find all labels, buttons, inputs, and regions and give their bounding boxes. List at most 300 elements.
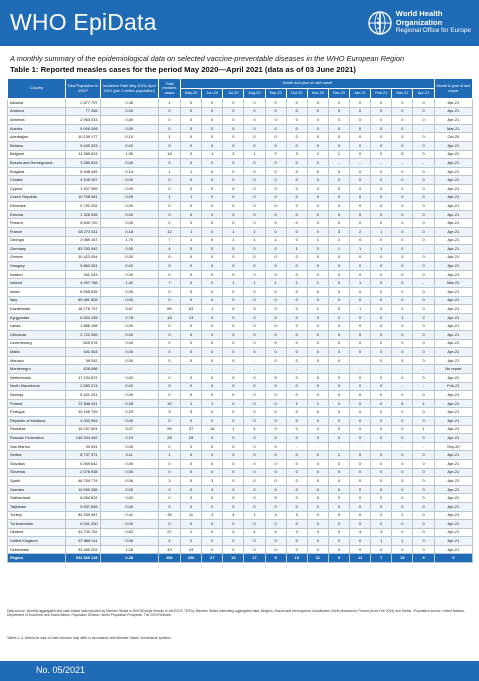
cell-population: 6 948 445	[66, 167, 100, 176]
cell-country: Slovenia	[8, 468, 66, 477]
cell-month-count: 0	[202, 537, 223, 546]
cell-total: 0	[158, 184, 180, 193]
cell-month-count: 0	[265, 331, 286, 340]
cell-total: 0	[158, 107, 180, 116]
cell-month-count: -	[328, 365, 349, 374]
cell-month-count: 0	[286, 313, 307, 322]
cell-month-count: 0	[202, 202, 223, 211]
cell-month-count: 0	[350, 408, 371, 417]
cell-month-count: 0	[265, 459, 286, 468]
table-row	[8, 382, 473, 391]
cell-population: 5 459 642	[66, 459, 100, 468]
cell-country: Israel	[8, 288, 66, 297]
cell-month-count: 0	[244, 253, 265, 262]
cell-month-count: 0	[392, 133, 413, 142]
cell-month-count: 0	[286, 202, 307, 211]
cell-month-count: 1	[244, 236, 265, 245]
cell-month-count: 2	[392, 511, 413, 520]
cell-month-count: 0	[265, 451, 286, 460]
cell-incidence: 0.00	[100, 270, 158, 279]
cell-month-count: 3	[181, 408, 202, 417]
cell-month-count: 0	[181, 331, 202, 340]
cell-month-count: 0	[286, 305, 307, 314]
cell-month-count: 0	[371, 339, 392, 348]
cell-month-count: 0	[202, 356, 223, 365]
table-row	[8, 236, 473, 245]
cell-month-count: 0	[244, 219, 265, 228]
cell-month-count: -	[350, 442, 371, 451]
cell-month-count: 0	[307, 219, 328, 228]
cell-month-count: 0	[202, 468, 223, 477]
cell-month-count: 0	[350, 477, 371, 486]
cell-population: 341 243	[66, 270, 100, 279]
cell-total: 4	[158, 537, 180, 546]
cell-month-count: 0	[223, 459, 244, 468]
cell-month-count: 0	[350, 348, 371, 357]
cell-month-count: -	[392, 159, 413, 168]
cell-population: 11 589 623	[66, 150, 100, 159]
cell-month-count: 0	[371, 116, 392, 125]
cell-month-count: 0	[371, 502, 392, 511]
cell-total: 0	[158, 331, 180, 340]
cell-country: Turkey	[8, 511, 66, 520]
cell-month-count: 0	[413, 99, 434, 108]
cell-total: 0	[158, 270, 180, 279]
cell-country: Georgia	[8, 236, 66, 245]
cell-month-count: 0	[413, 227, 434, 236]
cell-total: 0	[158, 288, 180, 297]
cell-country: Poland	[8, 399, 66, 408]
cell-month-count: 0	[265, 184, 286, 193]
cell-month-count: 0	[413, 459, 434, 468]
cell-last-report: Apr-21	[434, 511, 472, 520]
cell-month-count: 0	[371, 313, 392, 322]
cell-incidence: 0.00	[100, 416, 158, 425]
cell-month-count: 16	[202, 425, 223, 434]
cell-month-count: 0	[286, 477, 307, 486]
cell-month-count: 0	[181, 124, 202, 133]
cell-month-count: 0	[244, 537, 265, 546]
cell-month-count: 0	[286, 348, 307, 357]
cell-month-count: 0	[223, 339, 244, 348]
cell-country: Serbia	[8, 451, 66, 460]
cell-population: 145 934 462	[66, 434, 100, 443]
cell-month-count: 0	[392, 253, 413, 262]
cell-month-count: 0	[307, 167, 328, 176]
cell-month-count: 0	[181, 520, 202, 529]
cell-month-count: 0	[223, 133, 244, 142]
cell-month-count: 0	[286, 502, 307, 511]
cell-month-count: 0	[181, 288, 202, 297]
cell-month-count: 0	[371, 356, 392, 365]
cell-month-count: 0	[181, 150, 202, 159]
cell-incidence: 1.55	[100, 150, 158, 159]
cell-last-report: Apr-21	[434, 348, 472, 357]
cell-incidence: 0.00	[100, 459, 158, 468]
table-row	[8, 365, 473, 374]
table-row	[8, 434, 473, 443]
cell-month-count: 0	[307, 520, 328, 529]
table-row	[8, 202, 473, 211]
cell-month-count: 0	[244, 262, 265, 271]
cell-total: 0	[158, 520, 180, 529]
cell-month-count: 206	[181, 554, 202, 563]
cell-total: 0	[158, 210, 180, 219]
cell-month-count: 0	[307, 296, 328, 305]
cell-month-count: 0	[392, 494, 413, 503]
cell-month-count: 0	[350, 425, 371, 434]
cell-month-count: 0	[244, 382, 265, 391]
cell-month-count: 0	[202, 459, 223, 468]
cell-month-count: 0	[181, 210, 202, 219]
table-row	[8, 425, 473, 434]
cell-month-count: 0	[350, 116, 371, 125]
cell-month-count: 0	[202, 133, 223, 142]
cell-total: 35	[158, 511, 180, 520]
cell-last-report: Apr-21	[434, 236, 472, 245]
cell-month-count: 0	[223, 141, 244, 150]
cell-population: 9 660 351	[66, 262, 100, 271]
cell-month-count: 0	[328, 219, 349, 228]
cell-last-report: Apr-21	[434, 425, 472, 434]
cell-month-count: 0	[392, 408, 413, 417]
table-row	[8, 322, 473, 331]
cell-month-count: 0	[350, 193, 371, 202]
cell-month-count: 0	[413, 210, 434, 219]
table-row	[8, 141, 473, 150]
cell-population: 1 207 359	[66, 184, 100, 193]
cell-incidence: 0.41	[100, 511, 158, 520]
cell-month-count: 0	[307, 374, 328, 383]
cell-month-count: 0	[371, 485, 392, 494]
col-month: Sep-20	[265, 89, 286, 99]
cell-month-count: 0	[413, 545, 434, 554]
col-country: Country	[8, 79, 66, 99]
cell-month-count: 0	[181, 339, 202, 348]
cell-month-count: 0	[181, 451, 202, 460]
cell-month-count: 0	[350, 339, 371, 348]
cell-country: Germany	[8, 245, 66, 254]
cell-month-count: 0	[181, 159, 202, 168]
cell-month-count: 5	[328, 511, 349, 520]
cell-last-report: Apr-21	[434, 107, 472, 116]
cell-month-count: 0	[328, 184, 349, 193]
cell-month-count: 0	[265, 374, 286, 383]
cell-incidence: 0.00	[100, 210, 158, 219]
cell-last-report: Apr-21	[434, 502, 472, 511]
cell-month-count: 5	[392, 150, 413, 159]
table-row	[8, 502, 473, 511]
cell-month-count: 0	[328, 339, 349, 348]
cell-population: 8 654 622	[66, 494, 100, 503]
cell-month-count: 0	[413, 107, 434, 116]
cell-population: 10 423 054	[66, 253, 100, 262]
cell-month-count: 2	[202, 528, 223, 537]
cell-country: Austria	[8, 124, 66, 133]
cell-month-count: 0	[202, 416, 223, 425]
cell-month-count: 0	[265, 416, 286, 425]
cell-month-count: 0	[181, 502, 202, 511]
cell-population: 9 449 323	[66, 141, 100, 150]
cell-month-count: 0	[413, 288, 434, 297]
cell-month-count: 4	[244, 425, 265, 434]
cell-month-count: 0	[244, 485, 265, 494]
cell-month-count: 0	[223, 305, 244, 314]
cell-month-count: 0	[244, 202, 265, 211]
cell-month-count: 0	[181, 245, 202, 254]
cell-month-count: 0	[244, 494, 265, 503]
cell-month-count: 0	[202, 451, 223, 460]
cell-month-count: 0	[413, 485, 434, 494]
cell-month-count: 0	[307, 184, 328, 193]
cell-month-count: 0	[392, 545, 413, 554]
cell-month-count: 0	[244, 459, 265, 468]
cell-month-count: 0	[286, 374, 307, 383]
cell-month-count: 0	[328, 288, 349, 297]
cell-month-count: 1	[202, 305, 223, 314]
footer-bar	[0, 661, 479, 681]
cell-month-count: 0	[413, 468, 434, 477]
cell-month-count: 0	[244, 477, 265, 486]
cell-incidence: 0.00	[100, 184, 158, 193]
cell-country: Lithuania	[8, 331, 66, 340]
cell-last-report: Apr-21	[434, 322, 472, 331]
table-row	[8, 219, 473, 228]
cell-month-count: 0	[181, 459, 202, 468]
cell-month-count: 0	[328, 416, 349, 425]
cell-last-report: Apr-21	[434, 159, 472, 168]
who-logo	[367, 6, 471, 40]
cell-last-report: Apr-21	[434, 202, 472, 211]
cell-month-count: 1	[371, 537, 392, 546]
cell-month-count: 0	[202, 107, 223, 116]
cell-month-count: 0	[202, 339, 223, 348]
cell-incidence: 0.11	[100, 451, 158, 460]
cell-month-count: 0	[265, 494, 286, 503]
cell-month-count: 0	[371, 391, 392, 400]
cell-month-count: 0	[307, 116, 328, 125]
cell-month-count: 0	[286, 227, 307, 236]
table-title: Table 1: Reported measles cases for the period May 2020—April 2021 (data as of 03 June 2021)	[10, 65, 356, 74]
cell-month-count: 0	[202, 116, 223, 125]
cell-month-count: 0	[181, 494, 202, 503]
cell-incidence: 0.38	[100, 554, 158, 563]
cell-month-count: 0	[392, 451, 413, 460]
cell-month-count: 0	[328, 322, 349, 331]
cell-month-count: 1	[223, 227, 244, 236]
cell-month-count: 0	[244, 322, 265, 331]
cell-country: Luxembourg	[8, 339, 66, 348]
cell-month-count: 0	[286, 236, 307, 245]
cell-month-count: 0	[286, 141, 307, 150]
cell-incidence: 0.00	[100, 331, 158, 340]
cell-total: 28	[158, 434, 180, 443]
cell-month-count: 0	[328, 374, 349, 383]
cell-month-count: 1	[181, 227, 202, 236]
cell-last-report: Apr-21	[434, 296, 472, 305]
cell-month-count: 0	[392, 279, 413, 288]
cell-month-count: 1	[244, 279, 265, 288]
cell-month-count: 0	[413, 451, 434, 460]
cell-month-count: 0	[265, 485, 286, 494]
cell-month-count: 0	[181, 107, 202, 116]
cell-month-count: 0	[244, 408, 265, 417]
table-row	[8, 279, 473, 288]
cell-month-count: 0	[350, 236, 371, 245]
table-row	[8, 339, 473, 348]
cell-month-count: 0	[413, 133, 434, 142]
table-row	[8, 270, 473, 279]
cell-month-count: 2	[223, 528, 244, 537]
cell-month-count: 0	[265, 322, 286, 331]
cell-month-count: 0	[413, 322, 434, 331]
cell-month-count: 0	[307, 99, 328, 108]
cell-month-count: 4	[350, 528, 371, 537]
cell-month-count: 9	[265, 554, 286, 563]
cell-month-count: 0	[202, 408, 223, 417]
cell-total: 0	[158, 141, 180, 150]
cell-month-count: 0	[307, 227, 328, 236]
cell-month-count: 0	[328, 133, 349, 142]
cell-month-count: -	[413, 279, 434, 288]
table-row	[8, 494, 473, 503]
cell-population: 8 655 535	[66, 288, 100, 297]
cell-last-report: Apr-21	[434, 528, 472, 537]
cell-month-count: 0	[265, 382, 286, 391]
cell-month-count: 0	[223, 245, 244, 254]
cell-country: Portugal	[8, 408, 66, 417]
cell-month-count: 1	[392, 537, 413, 546]
cell-last-report: Apr-21	[434, 116, 472, 125]
cell-population: 39 242	[66, 356, 100, 365]
cell-month-count: 0	[265, 399, 286, 408]
cell-last-report: Apr-21	[434, 545, 472, 554]
cell-month-count: 0	[181, 116, 202, 125]
cell-month-count: -	[413, 245, 434, 254]
cell-population: 2 078 938	[66, 468, 100, 477]
logo-line-3: Regional Office for Europe	[395, 27, 471, 35]
col-month: Dec-20	[328, 89, 349, 99]
cell-month-count: 0	[350, 459, 371, 468]
cell-month-count: 0	[350, 322, 371, 331]
cell-last-report: Apr-21	[434, 210, 472, 219]
cell-population: 46 754 778	[66, 477, 100, 486]
cell-last-report: Apr-21	[434, 184, 472, 193]
cell-month-count: 0	[244, 99, 265, 108]
cell-month-count: 0	[350, 99, 371, 108]
cell-month-count: 0	[307, 502, 328, 511]
cell-month-count: 0	[413, 116, 434, 125]
cell-month-count: 0	[350, 202, 371, 211]
cell-month-count: 3	[286, 150, 307, 159]
cell-month-count: 0	[244, 193, 265, 202]
cell-month-count: 0	[350, 133, 371, 142]
cell-population: 17 134 872	[66, 374, 100, 383]
col-month: Jan-21	[350, 89, 371, 99]
cell-last-report: Apr-21	[434, 167, 472, 176]
cell-last-report: Apr-21	[434, 331, 472, 340]
cell-month-count: 0	[181, 348, 202, 357]
cell-month-count: 0	[202, 270, 223, 279]
cell-month-count: 0	[307, 313, 328, 322]
cell-month-count: 0	[413, 331, 434, 340]
cell-month-count: 0	[392, 425, 413, 434]
cell-month-count: 0	[307, 545, 328, 554]
cell-month-count: 0	[286, 107, 307, 116]
cell-incidence: 0.00	[100, 391, 158, 400]
cell-month-count: 0	[202, 288, 223, 297]
cell-incidence: 0.00	[100, 485, 158, 494]
cell-month-count: 0	[328, 502, 349, 511]
cell-month-count: 0	[265, 425, 286, 434]
table-row	[8, 313, 473, 322]
cell-month-count: 0	[202, 210, 223, 219]
cell-month-count: 15	[286, 554, 307, 563]
cell-country: Denmark	[8, 202, 66, 211]
cell-month-count: -	[181, 365, 202, 374]
cell-incidence: 0.62	[100, 528, 158, 537]
cell-population: 441 543	[66, 348, 100, 357]
cell-total: 0	[158, 494, 180, 503]
cell-month-count: 0	[244, 296, 265, 305]
cell-population: 10 708 981	[66, 193, 100, 202]
cell-total: 7	[158, 236, 180, 245]
header-bar	[0, 0, 479, 46]
cell-month-count: 0	[223, 253, 244, 262]
cell-month-count: 0	[202, 374, 223, 383]
cell-month-count: 0	[307, 339, 328, 348]
cell-last-report: Apr-21	[434, 150, 472, 159]
cell-month-count: 7	[371, 554, 392, 563]
cell-total: 0	[158, 485, 180, 494]
cell-month-count: 0	[328, 270, 349, 279]
cell-month-count: 0	[244, 434, 265, 443]
cell-month-count: -	[350, 159, 371, 168]
cell-month-count: 0	[307, 193, 328, 202]
cell-month-count: 0	[265, 210, 286, 219]
cell-month-count: 0	[244, 124, 265, 133]
cell-population: 4 937 786	[66, 279, 100, 288]
cell-month-count: 1	[181, 167, 202, 176]
cell-month-count: 0	[223, 434, 244, 443]
logo-text	[396, 10, 471, 36]
cell-last-report: Apr-21	[434, 485, 472, 494]
cell-month-count: 0	[265, 339, 286, 348]
cell-month-count: 0	[265, 245, 286, 254]
cell-last-report: Apr-21	[434, 219, 472, 228]
cell-month-count: 0	[265, 133, 286, 142]
cell-month-count: 0	[350, 124, 371, 133]
cell-month-count: 0	[371, 296, 392, 305]
cell-month-count: 0	[371, 459, 392, 468]
cell-total: 10	[158, 399, 180, 408]
cell-month-count: 63	[181, 305, 202, 314]
cell-month-count: 0	[328, 262, 349, 271]
brand-title: WHO EpiData	[10, 9, 157, 35]
cell-month-count: 27	[202, 554, 223, 563]
cell-month-count: 2	[181, 537, 202, 546]
cell-month-count: 0	[265, 227, 286, 236]
cell-month-count: 0	[307, 107, 328, 116]
table-row	[8, 288, 473, 297]
cell-total: 0	[158, 116, 180, 125]
cell-country: Uzbekistan	[8, 545, 66, 554]
cell-month-count: 0	[371, 322, 392, 331]
cell-country: Kazakhstan	[8, 305, 66, 314]
cell-month-count: 0	[371, 107, 392, 116]
cell-month-count: 0	[350, 468, 371, 477]
cell-month-count: 0	[307, 477, 328, 486]
